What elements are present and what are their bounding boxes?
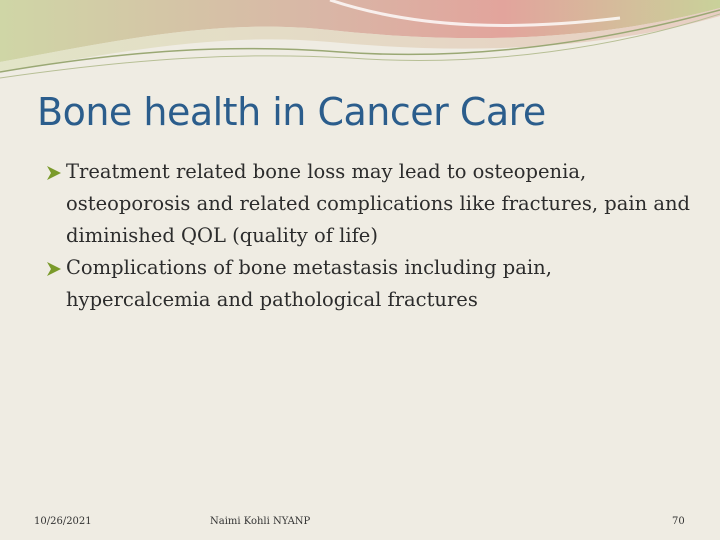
arrowhead-bullet-icon	[46, 156, 64, 188]
slide-title: Bone health in Cancer Care	[37, 90, 546, 134]
footer-author: Naimi Kohli NYANP	[210, 516, 311, 527]
page-number: 70	[672, 516, 685, 527]
bullet-item	[46, 252, 696, 316]
bullet-list	[46, 156, 696, 316]
decorative-banner	[0, 0, 720, 90]
footer-date: 10/26/2021	[34, 516, 92, 527]
bullet-item	[46, 156, 696, 252]
arrowhead-bullet-icon	[46, 252, 64, 284]
bullet-text: Treatment related bone loss may lead to osteopenia, osteoporosis and related complications like fractures, pain and diminished QOL (quality of life)	[66, 160, 691, 247]
bullet-text: Complications of bone metastasis including pain, hypercalcemia and pathological fractures	[66, 256, 552, 311]
